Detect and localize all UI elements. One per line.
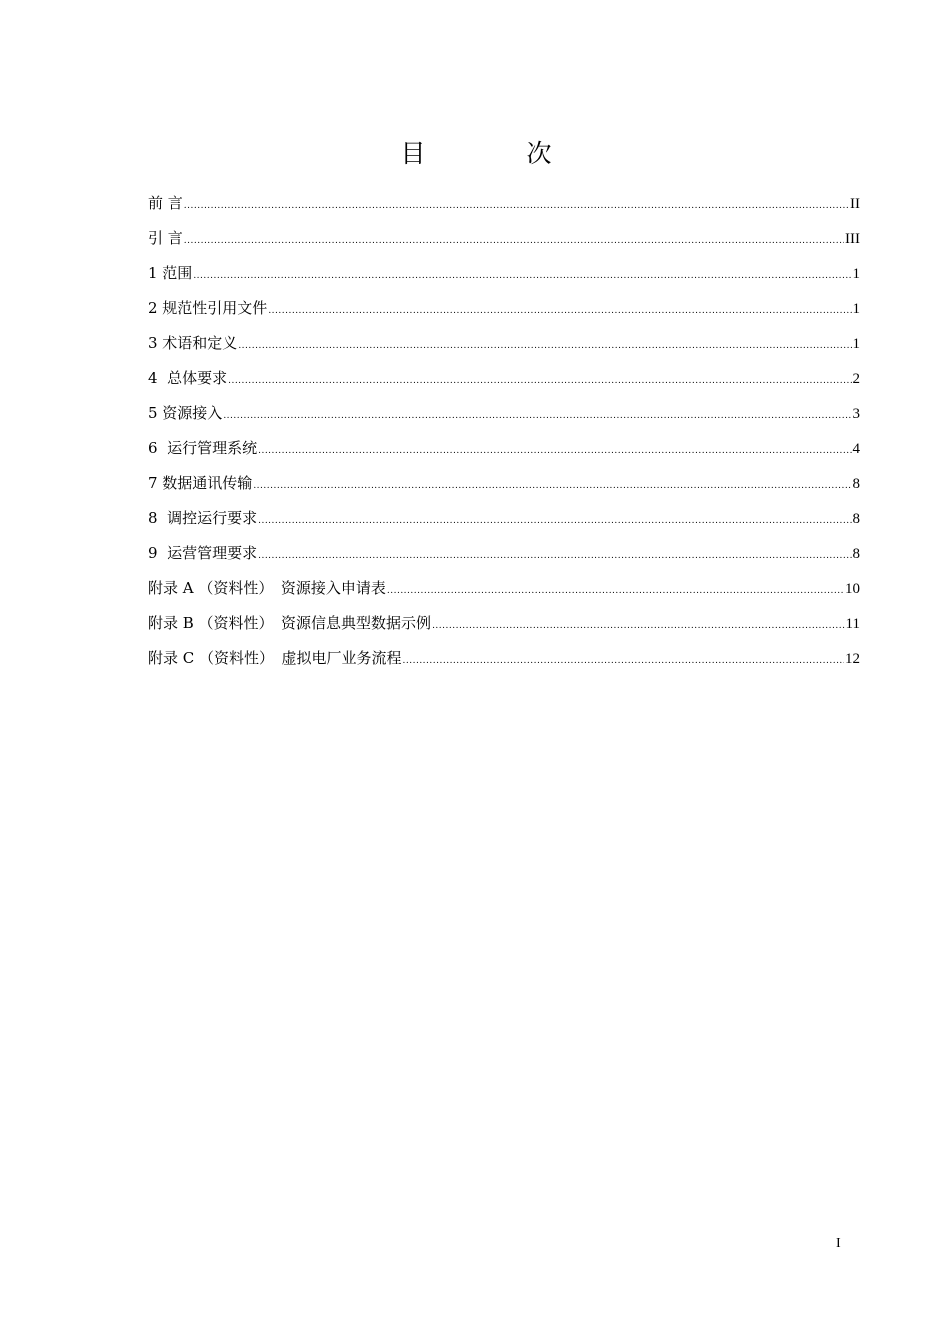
toc-entry-page: 12 [845, 651, 860, 667]
toc-entry-page: 10 [845, 581, 860, 597]
toc-entry[interactable] [148, 256, 860, 291]
toc-entry-page: 4 [852, 441, 860, 457]
toc-dot-leader [184, 189, 849, 224]
toc-entry[interactable] [148, 361, 860, 396]
toc-dot-leader [258, 504, 851, 539]
toc-dot-leader [258, 434, 851, 469]
toc-entry-page: 3 [852, 406, 860, 422]
toc-entry-label: 8 调控运行要求 [148, 509, 258, 527]
toc-entry-page: 8 [852, 476, 860, 492]
toc-entry-page: II [850, 196, 860, 212]
toc-dot-leader [193, 259, 851, 294]
toc-dot-leader [387, 574, 844, 609]
toc-entry-label: 1 范围 [148, 264, 193, 282]
toc-entry[interactable] [148, 326, 860, 361]
toc-dot-leader [258, 539, 851, 574]
toc-entry[interactable] [148, 396, 860, 431]
toc-dot-leader [268, 294, 851, 329]
toc-entry-label: 7 数据通讯传输 [148, 474, 253, 492]
toc-dot-leader [403, 644, 844, 679]
toc-entry[interactable] [148, 536, 860, 571]
toc-entry[interactable] [148, 186, 860, 221]
toc-entry-page: 8 [852, 511, 860, 527]
toc-entry[interactable] [148, 466, 860, 501]
toc-entry[interactable] [148, 431, 860, 466]
toc-entry-label: 6 运行管理系统 [148, 439, 258, 457]
toc-dot-leader [238, 329, 851, 364]
toc-entry-page: 1 [852, 336, 860, 352]
toc-entry-page: III [845, 231, 860, 247]
toc-entry-page: 1 [852, 301, 860, 317]
toc-entry-page: 2 [852, 371, 860, 387]
toc-list [148, 186, 860, 676]
page-number: I [836, 1236, 841, 1251]
toc-entry-page: 1 [852, 266, 860, 282]
toc-entry[interactable] [148, 291, 860, 326]
toc-entry[interactable] [148, 501, 860, 536]
toc-dot-leader [223, 399, 851, 434]
toc-entry-label: 5 资源接入 [148, 404, 223, 422]
toc-entry-page: 11 [845, 616, 860, 632]
toc-entry-label: 附录 C （资料性） 虚拟电厂业务流程 [148, 649, 402, 667]
toc-entry[interactable] [148, 571, 860, 606]
toc-dot-leader [228, 364, 851, 399]
toc-entry-label: 4 总体要求 [148, 369, 228, 387]
toc-entry-page: 8 [852, 546, 860, 562]
toc-entry-label: 9 运营管理要求 [148, 544, 258, 562]
toc-dot-leader [253, 469, 851, 504]
toc-dot-leader [184, 224, 844, 259]
toc-entry-label: 附录 A （资料性） 资源接入申请表 [148, 579, 386, 597]
toc-entry-label: 2 规范性引用文件 [148, 299, 268, 317]
toc-entry[interactable] [148, 641, 860, 676]
toc-entry[interactable] [148, 606, 860, 641]
toc-entry-label: 引 言 [148, 229, 183, 247]
toc-entry-label: 附录 B （资料性） 资源信息典型数据示例 [148, 614, 432, 632]
toc-entry-label: 3 术语和定义 [148, 334, 238, 352]
toc-title: 目 次 [400, 139, 590, 168]
toc-dot-leader [432, 609, 844, 644]
toc-entry-label: 前 言 [148, 194, 183, 212]
toc-entry[interactable] [148, 221, 860, 256]
